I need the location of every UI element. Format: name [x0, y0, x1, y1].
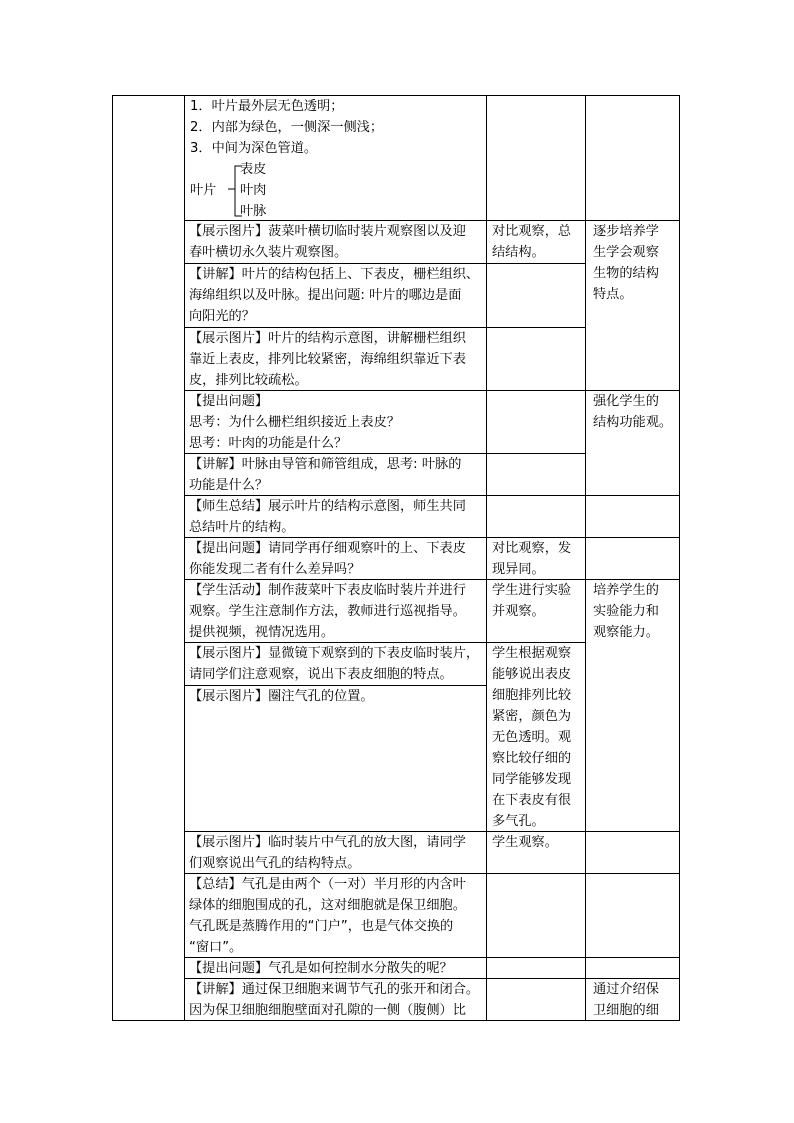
student-text: 并观察。 — [492, 604, 545, 619]
table-border-left — [112, 95, 113, 1020]
activity-text: 思考：为什么栅栏组织接近上表皮？ — [189, 415, 400, 430]
activity-text: 海绵组织以及叶脉。提出问题: 叶片的哪边是面 — [189, 288, 462, 303]
intent-text: 逐步培养学 — [593, 224, 659, 239]
student-text: 同学能够发现 — [492, 772, 572, 787]
activity-text: 观察。学生注意制作方法，教师进行巡视指导。 — [189, 604, 466, 619]
intent-text: 特点。 — [593, 287, 633, 302]
activity-text: 们观察说出气孔的结构特点。 — [189, 856, 361, 871]
student-text: 对比观察，总 — [492, 224, 572, 239]
activity-text: 【提出问题】气孔是如何控制水分散失的呢？ — [189, 961, 453, 976]
activity-text: “窗口”。 — [189, 940, 243, 955]
student-text: 学生观察。 — [492, 835, 558, 850]
activity-text: 【展示图片】显微镜下观察到的下表皮临时装片， — [189, 646, 480, 661]
student-text: 无色透明。观 — [492, 730, 572, 745]
activity-text: 【展示图片】菠菜叶横切临时装片观察图以及迎 — [189, 224, 466, 239]
student-text: 察比较仔细的 — [492, 751, 572, 766]
student-text: 结结构。 — [492, 245, 545, 260]
student-text: 对比观察，发 — [492, 541, 572, 556]
column-divider-1 — [184, 95, 185, 1020]
table-border-right — [679, 95, 680, 1020]
activity-text: 靠近上表皮，排列比较紧密，海绵组织靠近下表 — [189, 352, 466, 367]
activity-text: 提供视频，视情况选用。 — [189, 625, 335, 640]
intent-text: 卫细胞的细 — [593, 1003, 659, 1018]
intro-line: 1．叶片最外层无色透明； — [190, 99, 344, 114]
column-divider-2 — [486, 95, 487, 1020]
activity-text: 皮，排列比较疏松。 — [189, 373, 308, 388]
student-text: 细胞排列比较 — [492, 688, 572, 703]
activity-text: 功能是什么？ — [189, 478, 269, 493]
activity-text: 思考：叶肉的功能是什么？ — [189, 436, 348, 451]
intent-text: 生物的结构 — [593, 266, 659, 281]
activity-text: 气孔既是蒸腾作用的“门户”，也是气体交换的 — [189, 919, 454, 934]
column-divider-3 — [585, 95, 586, 1020]
activity-text: 【讲解】叶片的结构包括上、下表皮，栅栏组织、 — [189, 267, 480, 282]
intent-text: 培养学生的 — [593, 583, 659, 598]
intro-line: 2．内部为绿色，一侧深一侧浅； — [190, 120, 384, 135]
intent-text: 通过介绍保 — [593, 982, 659, 997]
intent-text: 实验能力和 — [593, 604, 659, 619]
student-text: 多气孔。 — [492, 814, 545, 829]
student-text: 现异同。 — [492, 562, 545, 577]
leaf-structure-root: 叶片 — [190, 183, 217, 198]
student-text: 紧密，颜色为 — [492, 709, 572, 724]
intent-text: 观察能力。 — [593, 625, 659, 640]
intent-text: 强化学生的 — [593, 394, 659, 409]
student-text: 在下表皮有很 — [492, 793, 572, 808]
leaf-structure-part: 叶肉 — [240, 183, 267, 198]
activity-text: 【讲解】叶脉由导管和筛管组成，思考: 叶脉的 — [189, 457, 462, 472]
activity-text: 春叶横切永久装片观察图。 — [189, 245, 348, 260]
student-text: 能够说出表皮 — [492, 667, 572, 682]
activity-text: 【师生总结】展示叶片的结构示意图，师生共同 — [189, 499, 466, 514]
leaf-structure-part: 叶脉 — [240, 204, 267, 219]
activity-text: 【展示图片】圈注气孔的位置。 — [189, 689, 374, 704]
activity-text: 请同学们注意观察，说出下表皮细胞的特点。 — [189, 667, 453, 682]
activity-text: 绿体的细胞围成的孔，这对细胞就是保卫细胞。 — [189, 898, 466, 913]
activity-text: 向阳光的？ — [189, 309, 255, 324]
activity-text: 你能发现二者有什么差异吗？ — [189, 562, 361, 577]
leaf-structure-part: 表皮 — [240, 162, 267, 177]
intent-text: 结构功能观。 — [593, 415, 673, 430]
activity-text: 【学生活动】制作菠菜叶下表皮临时装片并进行 — [189, 583, 466, 598]
intent-text: 生学会观察 — [593, 245, 659, 260]
activity-text: 【讲解】通过保卫细胞来调节气孔的张开和闭合。 — [189, 982, 480, 997]
student-text: 学生进行实验 — [492, 583, 572, 598]
activity-text: 【提出问题】请同学再仔细观察叶的上、下表皮 — [189, 541, 466, 556]
activity-text: 【提出问题】 — [189, 394, 269, 409]
student-text: 学生根据观察 — [492, 646, 572, 661]
intro-line: 3．中间为深色管道。 — [190, 141, 318, 156]
activity-text: 【总结】气孔是由两个（一对）半月形的内含叶 — [189, 877, 466, 892]
activity-text: 【展示图片】临时装片中气孔的放大图，请同学 — [189, 835, 466, 850]
activity-text: 【展示图片】叶片的结构示意图，讲解栅栏组织 — [189, 331, 466, 346]
activity-text: 总结叶片的结构。 — [189, 520, 295, 535]
activity-text: 因为保卫细胞细胞壁面对孔隙的一侧（腹侧）比 — [189, 1003, 466, 1018]
